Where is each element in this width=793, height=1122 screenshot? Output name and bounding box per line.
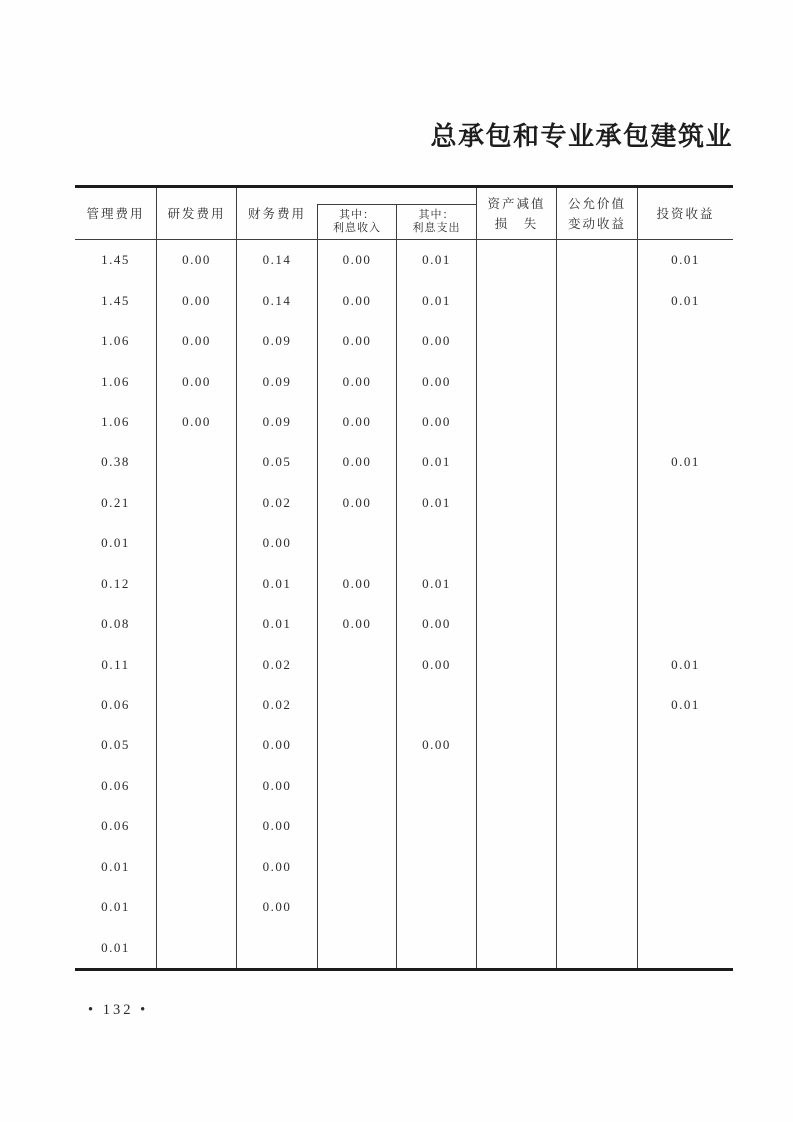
header-label: 投资收益 (656, 206, 715, 221)
table-cell (396, 766, 476, 806)
table-row (75, 402, 733, 442)
header-label: 损 失 (494, 216, 539, 231)
table-row (75, 321, 733, 361)
table-cell (556, 523, 637, 563)
table-cell: 0.09 (236, 402, 317, 442)
table-cell (476, 887, 556, 927)
table-cell: 0.01 (637, 280, 733, 320)
header-label: 研发费用 (167, 206, 226, 221)
header-label: 其中： (418, 208, 455, 221)
header-label: 财务费用 (247, 206, 306, 221)
table-row (75, 523, 733, 563)
table-cell (396, 806, 476, 846)
table-row (75, 604, 733, 644)
table-row (75, 806, 733, 846)
table-cell (476, 604, 556, 644)
table-cell: 0.01 (396, 280, 476, 320)
table-cell (156, 483, 236, 523)
table-cell (396, 927, 476, 967)
table-cell: 0.01 (637, 442, 733, 482)
table-cell (156, 847, 236, 887)
table-header-row (75, 185, 733, 240)
table-cell: 0.00 (396, 321, 476, 361)
table-cell: 0.00 (317, 564, 396, 604)
table-cell (476, 725, 556, 765)
table-cell (156, 806, 236, 846)
table-cell: 0.14 (236, 280, 317, 320)
table-cell (317, 523, 396, 563)
table-cell (317, 766, 396, 806)
table-cell (476, 240, 556, 280)
table-cell (556, 806, 637, 846)
table-cell (556, 280, 637, 320)
table-cell: 0.00 (317, 280, 396, 320)
table-cell (556, 725, 637, 765)
table-cell (476, 644, 556, 684)
header-label: 利息收入 (333, 222, 381, 234)
table-cell (556, 644, 637, 684)
table-cell (156, 927, 236, 967)
table-cell (156, 685, 236, 725)
table-cell (637, 847, 733, 887)
table-cell: 0.00 (156, 402, 236, 442)
table-cell: 0.01 (396, 240, 476, 280)
table-row (75, 483, 733, 523)
table-cell (317, 806, 396, 846)
header-label: 管理费用 (86, 206, 145, 221)
table-cell: 0.06 (101, 818, 130, 834)
table-row (75, 766, 733, 806)
header-label: 公允价值 (567, 196, 626, 211)
table-cell (556, 766, 637, 806)
table-cell (156, 604, 236, 644)
table-cell: 1.06 (101, 333, 130, 349)
table-cell (396, 523, 476, 563)
table-cell: 0.00 (317, 361, 396, 401)
table-cell: 0.12 (101, 575, 130, 591)
table-cell: 0.00 (156, 280, 236, 320)
table-cell (556, 240, 637, 280)
table-cell: 0.00 (156, 361, 236, 401)
table-row (75, 927, 733, 967)
table-cell (637, 361, 733, 401)
header-cell-management-expenses (75, 188, 156, 239)
table-cell (476, 523, 556, 563)
table-row (75, 240, 733, 280)
table-cell (156, 766, 236, 806)
table-cell: 0.00 (236, 806, 317, 846)
table-cell: 0.00 (396, 402, 476, 442)
table-cell: 0.00 (396, 644, 476, 684)
table-cell: 0.01 (101, 899, 130, 915)
table-cell (556, 927, 637, 967)
table-cell (476, 280, 556, 320)
table-cell (637, 564, 733, 604)
header-cell-interest-expense (396, 188, 476, 239)
table-cell: 1.45 (101, 292, 130, 308)
table-cell: 0.11 (101, 656, 130, 672)
table-cell (556, 604, 637, 644)
table-body (75, 240, 733, 971)
table-cell (317, 644, 396, 684)
table-cell (637, 402, 733, 442)
table-cell: 0.00 (396, 361, 476, 401)
header-label: 利息支出 (412, 222, 461, 234)
header-label: 其中： (339, 208, 375, 221)
header-label: 资产减值 (487, 196, 546, 211)
table-cell: 0.02 (236, 644, 317, 684)
table-cell (637, 766, 733, 806)
table-cell: 0.01 (396, 483, 476, 523)
table-cell: 0.01 (101, 939, 130, 955)
page-number: • 132 • (88, 1002, 149, 1018)
table-cell (156, 725, 236, 765)
table-cell: 1.06 (101, 413, 130, 429)
table-cell (317, 725, 396, 765)
table-cell (637, 483, 733, 523)
table-cell: 0.01 (637, 644, 733, 684)
table-cell (156, 523, 236, 563)
table-cell (476, 685, 556, 725)
table-cell: 0.00 (317, 442, 396, 482)
subheader-box-interest-expense (396, 204, 476, 239)
table-cell: 0.05 (101, 737, 130, 753)
table-cell: 0.01 (637, 685, 733, 725)
table-cell (476, 321, 556, 361)
table-cell: 0.01 (236, 604, 317, 644)
table-cell (637, 725, 733, 765)
table-cell: 0.00 (236, 766, 317, 806)
table-cell (556, 442, 637, 482)
table-cell (637, 523, 733, 563)
table-cell (556, 402, 637, 442)
table-cell (637, 604, 733, 644)
table-cell (637, 806, 733, 846)
table-cell (637, 887, 733, 927)
table-cell (556, 685, 637, 725)
table-cell: 0.00 (156, 240, 236, 280)
table-row (75, 887, 733, 927)
table-cell (317, 927, 396, 967)
table-cell: 1.06 (101, 373, 130, 389)
table-cell: 0.02 (236, 685, 317, 725)
table-cell: 0.38 (101, 454, 130, 470)
table-cell (156, 644, 236, 684)
table-row (75, 847, 733, 887)
table-row (75, 685, 733, 725)
header-cell-investment-income (637, 188, 733, 239)
table-cell: 0.00 (317, 402, 396, 442)
table-cell (476, 806, 556, 846)
table-cell: 0.00 (396, 725, 476, 765)
table-cell (556, 847, 637, 887)
table-cell: 0.05 (236, 442, 317, 482)
table-row (75, 280, 733, 320)
table-cell: 0.00 (317, 321, 396, 361)
table-cell (556, 361, 637, 401)
table-cell: 0.00 (236, 725, 317, 765)
table-row (75, 644, 733, 684)
table-cell (396, 887, 476, 927)
table-cell (476, 927, 556, 967)
table-cell: 0.00 (317, 483, 396, 523)
table-cell: 0.00 (396, 604, 476, 644)
table-cell: 0.01 (637, 240, 733, 280)
table-cell: 0.00 (317, 240, 396, 280)
table-cell (476, 483, 556, 523)
table-cell (556, 321, 637, 361)
table-cell (156, 564, 236, 604)
table-cell: 0.01 (236, 564, 317, 604)
table-cell (476, 847, 556, 887)
table-cell: 0.21 (101, 494, 130, 510)
header-label: 变动收益 (567, 216, 626, 231)
table-cell (317, 887, 396, 927)
table-cell: 0.00 (156, 321, 236, 361)
table-cell: 0.14 (236, 240, 317, 280)
table-cell (556, 483, 637, 523)
table-cell (476, 361, 556, 401)
header-cell-fair-value-change-gains (556, 188, 637, 239)
table-cell: 0.06 (101, 777, 130, 793)
table-cell (317, 847, 396, 887)
subheader-box-interest-income (317, 204, 396, 239)
table-cell: 0.01 (101, 535, 130, 551)
table-cell (556, 564, 637, 604)
table-row (75, 361, 733, 401)
table-cell (156, 442, 236, 482)
statistics-table (75, 185, 733, 971)
table-row (75, 442, 733, 482)
table-cell: 0.02 (236, 483, 317, 523)
table-cell: 1.45 (101, 252, 130, 268)
table-cell: 0.06 (101, 697, 130, 713)
table-cell (476, 564, 556, 604)
table-cell: 0.09 (236, 321, 317, 361)
table-cell: 0.01 (396, 564, 476, 604)
table-cell (396, 685, 476, 725)
header-cell-rd-expenses (156, 188, 236, 239)
header-cell-interest-income (317, 188, 396, 239)
table-cell (476, 442, 556, 482)
table-row (75, 725, 733, 765)
header-cell-asset-impairment-loss (476, 188, 556, 239)
table-cell: 0.00 (236, 847, 317, 887)
table-cell (637, 321, 733, 361)
table-cell (396, 847, 476, 887)
table-cell (156, 887, 236, 927)
table-cell (637, 927, 733, 967)
page-title: 总承包和专业承包建筑业 (430, 122, 733, 151)
table-cell: 0.00 (236, 523, 317, 563)
table-cell (317, 685, 396, 725)
header-cell-financial-expenses (236, 188, 317, 239)
table-cell: 0.01 (396, 442, 476, 482)
table-cell: 0.01 (101, 858, 130, 874)
table-cell: 0.00 (317, 604, 396, 644)
table-cell (476, 402, 556, 442)
table-cell (236, 927, 317, 967)
table-cell (556, 887, 637, 927)
table-cell: 0.00 (236, 887, 317, 927)
table-cell: 0.09 (236, 361, 317, 401)
table-row (75, 564, 733, 604)
table-cell (476, 766, 556, 806)
table-cell: 0.08 (101, 616, 130, 632)
